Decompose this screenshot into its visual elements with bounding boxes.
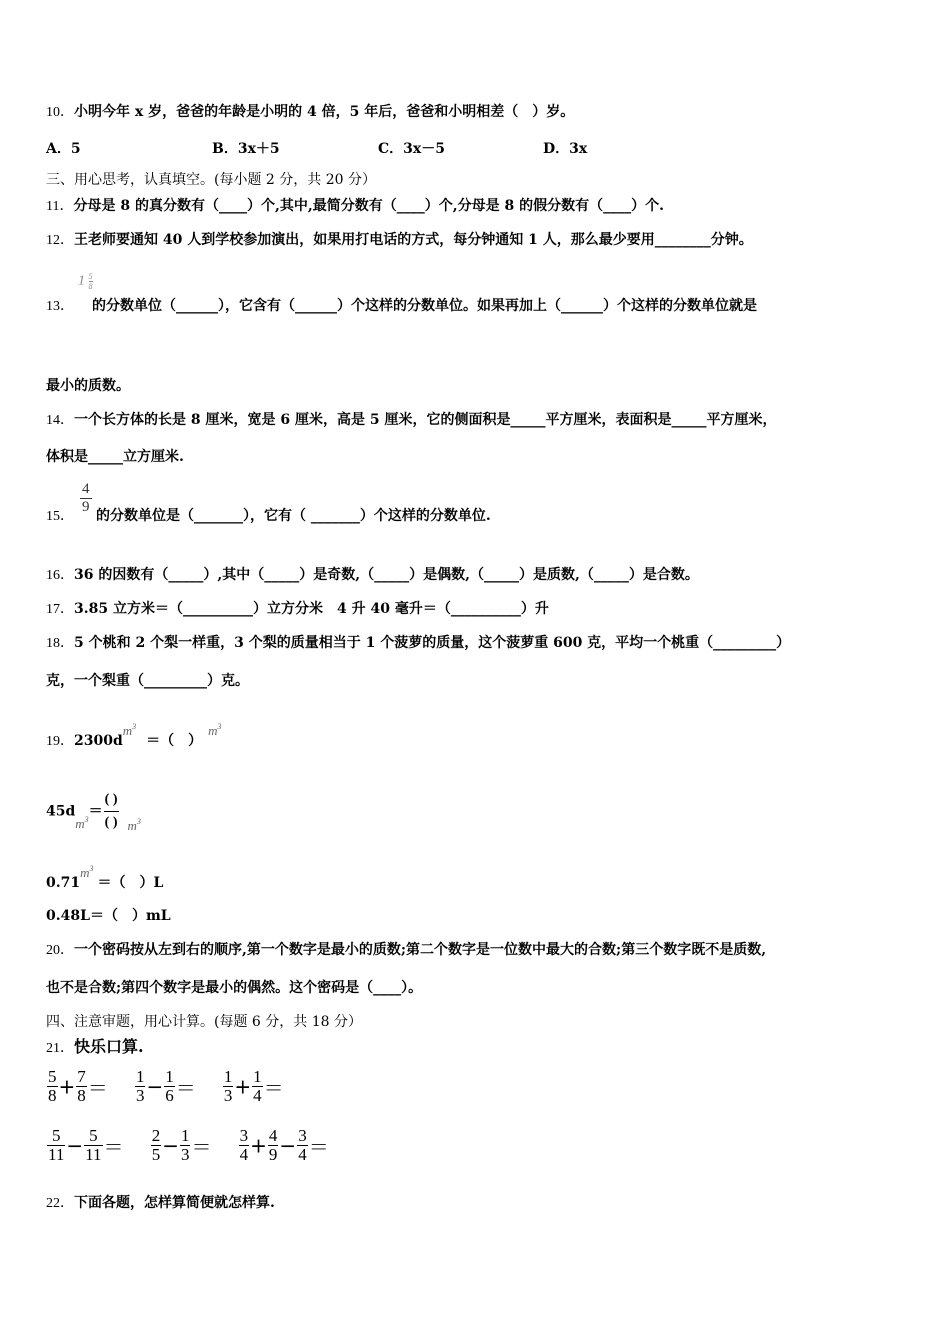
calc-item: $\frac{2}{5}$ − $\frac{1}{3}$ ＝ (151, 1126, 212, 1164)
option-c: C．3x－5 (378, 141, 445, 157)
question-22 (46, 1194, 275, 1213)
unit-m3: m (127, 817, 137, 833)
question-number: 19． (46, 734, 74, 749)
q19-b-value: 45d (46, 803, 76, 820)
question-13-cont: 最小的质数。 (46, 378, 130, 394)
question-21 (46, 1038, 144, 1058)
mixed-number (78, 272, 93, 291)
question-text: 的分数单位（______），它含有（______）个这样的分数单位。如果再加上（______）个这样的分数单位就是 (92, 298, 757, 314)
unit-m3: m (75, 815, 85, 831)
question-number: 12． (46, 233, 74, 248)
question-number: 13． (46, 299, 74, 314)
calc-item: $\frac{5}{11}$ − $\frac{5}{11}$ ＝ (48, 1126, 124, 1164)
question-text: 下面各题，怎样算简便就怎样算. (74, 1195, 275, 1211)
question-number: 14． (46, 413, 74, 428)
question-18 (46, 634, 790, 653)
question-11 (46, 197, 664, 216)
unit-m3: m (208, 723, 218, 738)
calc-item: $\frac{5}{8}$ + $\frac{7}{8}$ ＝ (48, 1067, 108, 1105)
question-19-d: 0.48L＝（ ）mL (46, 908, 171, 924)
question-text: 王老师要通知 40 人到学校参加演出，如果用打电话的方式，每分钟通知 1 人，那么最少要用________分钟。 (74, 232, 753, 248)
question-text: 分母是 8 的真分数有（____）个,其中,最简分数有（____）个,分母是 8 的假分数有（____）个. (73, 198, 664, 214)
question-number: 10． (46, 105, 74, 120)
blank-fraction (104, 789, 119, 834)
question-19-b: $45dm^3=$ $\frac{( )}{( )}$ $m^3$ (46, 789, 141, 835)
question-text: 小明今年 x 岁，爸爸的年龄是小明的 4 倍，5 年后，爸爸和小明相差（ ）岁。 (74, 104, 575, 120)
calc-item: $\frac{1}{3}$ + $\frac{1}{4}$ ＝ (223, 1067, 284, 1105)
calc-item: $\frac{3}{4}$ + $\frac{4}{9}$ − $\frac{3}{4}$ ＝ (239, 1126, 329, 1164)
question-number: 16． (46, 568, 74, 583)
question-text: 一个密码按从左到右的顺序,第一个数字是最小的质数;第二个数字是一位数中最大的合数;第三个数字既不是质数, (74, 942, 767, 958)
section-4-heading: 四、注意审题，用心计算。(每题 6 分，共 18 分） (46, 1014, 362, 1030)
unit-m3: m (122, 723, 133, 738)
question-text: 36 的因数有（_____）,其中（_____）是奇数,（_____）是偶数,（_____）是质数,（_____）是合数。 (74, 567, 699, 583)
question-text: 的分数单位是（_______），它有（ _______）个这样的分数单位. (96, 508, 491, 524)
option-a: A．5 (46, 141, 81, 157)
fraction-numerator: 4 (82, 481, 90, 497)
question-text: 快乐口算. (74, 1037, 144, 1056)
question-text: 3.85 立方米＝（__________）立方分米 4 升 40 毫升＝（__________）升 (74, 601, 549, 617)
question-number: 11． (46, 199, 74, 214)
mixed-denominator: 8 (88, 282, 93, 291)
question-18-cont: 克，一个梨重（_________）克。 (46, 673, 249, 689)
mixed-whole: 1 (78, 273, 85, 289)
question-19-c: $0.71m^3=$（ ）L (46, 864, 164, 891)
option-b: B．3x＋5 (212, 141, 280, 157)
question-10 (46, 103, 574, 122)
question-number: 17． (46, 602, 74, 617)
section-3-heading: 三、用心思考，认真填空。(每小题 2 分，共 20 分） (46, 172, 376, 188)
question-number: 21． (46, 1041, 74, 1056)
blank-numerator: ( ) (104, 789, 119, 812)
question-text: 5 个桃和 2 个梨一样重，3 个梨的质量相当于 1 个菠萝的质量，这个菠萝重 600 克，平均一个桃重（_________） (74, 635, 791, 651)
mixed-numerator: 5 (88, 272, 93, 281)
q19-a-value: 2300d (74, 733, 123, 749)
q19-c-value: 0.71 (46, 875, 81, 891)
question-14-cont: 体积是_____立方厘米. (46, 449, 184, 465)
unit-m3: m (80, 865, 90, 880)
fraction-denominator: 9 (82, 499, 90, 515)
question-number: 20． (46, 943, 74, 958)
calc-item: $\frac{1}{3}$ − $\frac{1}{6}$ ＝ (135, 1067, 196, 1105)
fraction-4-9 (80, 481, 92, 516)
question-20 (46, 941, 766, 960)
q19-b-eq: ＝ (88, 803, 103, 820)
question-number: 18． (46, 636, 74, 651)
q19-a-eq: ＝（ ） (146, 733, 203, 749)
calc-row-1 (46, 1068, 284, 1105)
question-12 (46, 231, 753, 250)
question-14 (46, 411, 776, 430)
calc-row-2 (46, 1127, 329, 1164)
question-15 (46, 507, 491, 526)
question-16 (46, 566, 699, 585)
question-20-cont: 也不是合数;第四个数字是最小的偶然。这个密码是（____）。 (46, 980, 423, 996)
question-17 (46, 600, 549, 619)
option-d: D．3x (543, 141, 588, 157)
question-number: 22． (46, 1196, 74, 1211)
blank-denominator: ( ) (104, 815, 118, 830)
question-text: 一个长方体的长是 8 厘米，宽是 6 厘米，高是 5 厘米，它的侧面积是_____平方厘米，表面积是_____平方厘米， (74, 412, 777, 428)
q19-c-eq: ＝（ ）L (97, 875, 164, 891)
question-number: 15． (46, 509, 74, 524)
question-19-a: 19．$2300dm^3=$（ ）$m^3$ (46, 722, 222, 749)
question-13 (46, 297, 757, 316)
